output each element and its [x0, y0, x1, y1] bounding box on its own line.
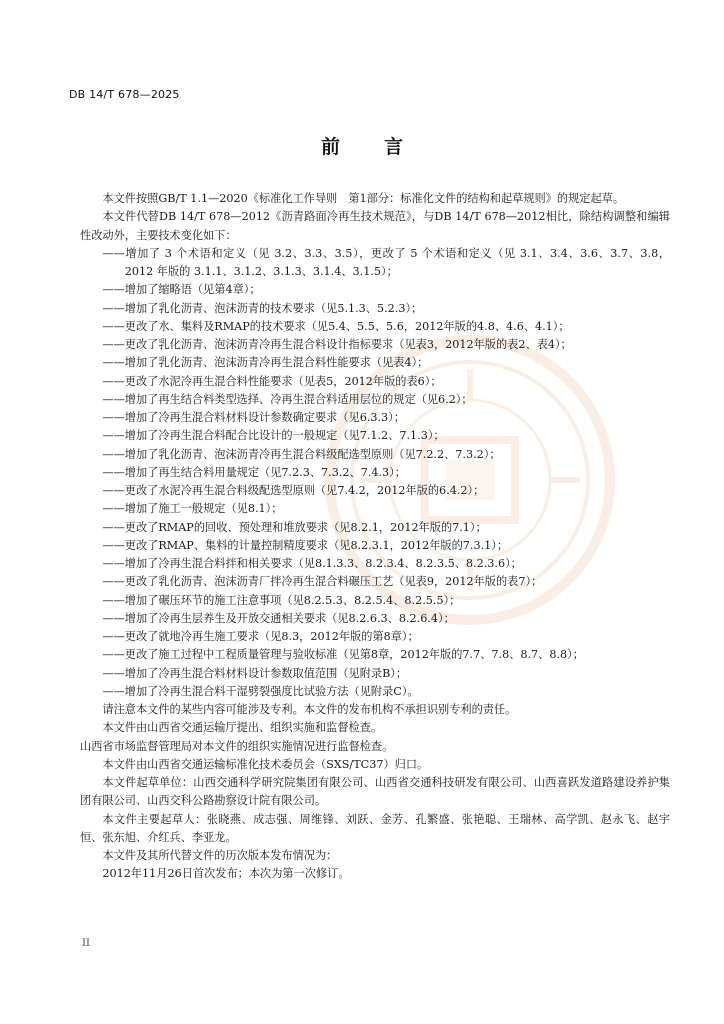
list-item: ——增加了碾压环节的施工注意事项（见8.2.5.3、8.2.5.4、8.2.5.5）；	[102, 593, 461, 607]
paragraph-replacement: 本文件代替DB 14/T 678—2012《沥青路面冷再生技术规范》，与DB 14/T 678—2012相比，除结构调整和编辑性改动外，主要技术变化如下：	[80, 210, 670, 242]
list-item: ——增加了乳化沥青、泡沫沥青冷再生混合料级配选型原则（见7.2.2、7.3.2）；	[102, 447, 501, 461]
title-char-1: 前	[320, 136, 340, 158]
list-item: ——更改了水泥冷再生混合料级配选型原则（见7.4.2，2012年版的6.4.2）；	[102, 484, 485, 497]
list-item: ——增加了缩略语（见第4章）；	[102, 283, 261, 297]
list-item: ——增加了冷再生混合料干湿劈裂强度比试验方法（见附录C）。	[102, 684, 419, 698]
list-item: ——增加了再生结合料类型选择、冷再生混合料适用层位的规定（见6.2）；	[102, 392, 473, 406]
list-item: ——更改了水泥冷再生混合料性能要求（见表5，2012年版的表6）；	[102, 374, 442, 388]
list-item: ——更改了施工过程中工程质量管理与验收标准（见第8章，2012年版的7.7、7.8、8.7、8.8）；	[102, 648, 584, 662]
list-item: ——增加了冷再生层养生及开放交通相关要求（见8.2.6.3、8.2.6.4）；	[102, 611, 455, 625]
patent-note: 请注意本文件的某些内容可能涉及专利。本文件的发布机构不承担识别专利的责任。	[102, 703, 517, 716]
list-item: ——增加了乳化沥青、泡沫沥青冷再生混合料性能要求（见表4）；	[102, 356, 429, 370]
list-item: ——增加了乳化沥青、泡沫沥青的技术要求（见5.1.3、5.2.3）；	[102, 301, 423, 315]
drafters: 本文件主要起草人：张晓燕、成志强、周维锋、刘跃、金芳、孔繁盛、张艳聪、王瑞林、高学凯、赵永飞、赵宇恒、张东旭、介红兵、李亚龙。	[80, 812, 670, 844]
history-intro: 本文件及其所代替文件的历次版本发布情况为：	[102, 849, 338, 862]
proposer-note: 本文件由山西省交通运输厅提出、组织实施和监督检查。	[102, 721, 383, 735]
history: 2012年11月26日首次发布；本次为第一次修订。	[102, 867, 350, 881]
list-item: ——更改了水、集料及RMAP的技术要求（见5.4、5.5、5.6，2012年版的4.8、4.6、4.1）；	[102, 319, 570, 333]
list-item: ——增加了冷再生混合料配合比设计的一般规定（见7.1.2、7.1.3）；	[102, 429, 445, 443]
list-item: ——更改了乳化沥青、泡沫沥青厂拌冷再生混合料碾压工艺（见表9，2012年版的表7）；	[102, 575, 543, 589]
paragraph-drafting-rule: 本文件按照GB/T 1.1—2020《标准化工作导则 第1部分：标准化文件的结构和起草规则》的规定起草。	[102, 192, 625, 205]
preface-body	[80, 190, 670, 884]
list-item: ——增加了冷再生混合料材料设计参数确定要求（见6.3.3）；	[102, 411, 405, 424]
list-item: ——更改了就地冷再生施工要求（见8.3，2012年版的第8章）；	[102, 630, 419, 643]
page-title	[0, 132, 724, 159]
list-item: ——增加了冷再生混合料拌和相关要求（见8.1.3.3、8.2.3.4、8.2.3.5、8.2.3.6）；	[102, 557, 522, 570]
list-item: ——更改了RMAP、集料的计量控制精度要求（见8.2.3.1，2012年版的7.3.1）；	[102, 538, 509, 552]
changes-list	[80, 245, 670, 701]
list-item: ——更改了RMAP的回收、预处理和堆放要求（见8.2.1，2012年版的7.1）；	[102, 520, 487, 534]
page-number: II	[82, 938, 90, 949]
supervisor-note: 山西省市场监督管理局对本文件的组织实施情况进行监督检查。	[80, 739, 394, 753]
drafting-units: 本文件起草单位：山西交通科学研究院集团有限公司、山西省交通科技研发有限公司、山西喜跃发道路建设养护集团有限公司、山西交科公路勘察设计院有限公司。	[80, 776, 670, 808]
title-char-2: 言	[384, 136, 404, 158]
standard-code: DB 14/T 678—2025	[69, 88, 180, 101]
list-item: ——更改了乳化沥青、泡沫沥青冷再生混合料设计指标要求（见表3，2012年版的表2、表4）；	[102, 338, 572, 351]
committee-note: 本文件由山西省交通运输标准化技术委员会（SXS/TC37）归口。	[102, 757, 429, 771]
list-item: ——增加了冷再生混合料材料设计参数取值范围（见附录B）；	[102, 666, 408, 680]
list-item: ——增加了再生结合料用量规定（见7.2.3、7.3.2、7.4.3）；	[102, 465, 406, 479]
list-item: ——增加了 3 个术语和定义（见 3.2、3.3、3.5），更改了 5 个术语和定义（见 3.1、3.4、3.6、3.7、3.8，2012 年版的 3.1.1、3.1.2、3.1.3、3.1.4、3.1.5）；	[102, 246, 670, 278]
list-item: ——增加了施工一般规定（见8.1）；	[102, 502, 283, 516]
